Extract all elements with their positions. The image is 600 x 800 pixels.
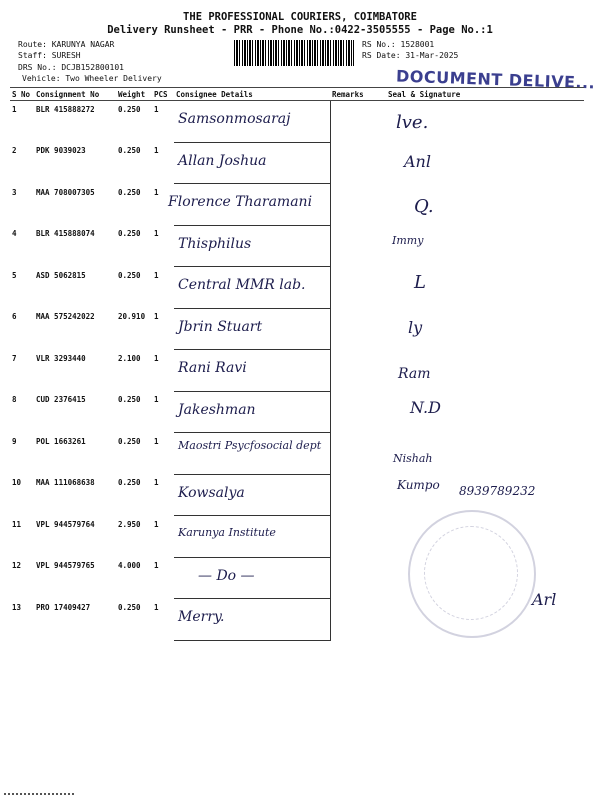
row-consignment: POL 1663261 — [36, 436, 86, 446]
row-remarks — [330, 516, 386, 558]
row-consignment: CUD 2376415 — [36, 395, 86, 404]
vehicle-label: Vehicle: Two Wheeler Delivery — [22, 74, 162, 83]
row-sno: 12 — [12, 561, 22, 570]
row-consignee: Samsonmosaraj — [178, 111, 291, 127]
row-consignee: Rani Ravi — [178, 360, 247, 376]
table-header-row — [10, 88, 584, 101]
institute-seal-stamp — [408, 510, 536, 638]
row-consignee: Thisphilus — [178, 235, 252, 252]
row-remarks — [330, 599, 386, 641]
row-weight: 0.250 — [118, 395, 141, 404]
signature: Ram — [398, 366, 431, 382]
row-consignee: Jakeshman — [178, 401, 256, 418]
row-remarks — [330, 474, 386, 516]
row-consignee-cell — [174, 557, 330, 599]
row-sno: 1 — [12, 105, 17, 114]
drs-number: DRS No.: DCJB152800101 — [18, 63, 124, 72]
row-consignment: MAA 111068638 — [36, 478, 95, 487]
row-sno: 11 — [12, 519, 22, 529]
row-consignment: BLR 415888272 — [36, 105, 95, 114]
table-row — [10, 308, 584, 350]
row-consignee-cell — [174, 267, 330, 309]
signature: Immy — [392, 234, 424, 247]
row-sno: 8 — [12, 395, 17, 404]
row-remarks — [330, 267, 386, 309]
row-consignee-cell — [168, 184, 330, 226]
rs-number: RS No.: 1528001 — [362, 40, 435, 49]
row-weight: 0.250 — [118, 478, 141, 487]
row-sno: 6 — [12, 312, 17, 321]
handwritten-phone-note: 8939789232 — [459, 484, 536, 498]
row-weight: 0.250 — [118, 146, 141, 155]
row-weight: 0.250 — [118, 229, 141, 238]
company-title: THE PROFESSIONAL COURIERS, COIMBATORE — [183, 11, 417, 23]
row-pcs: 1 — [154, 436, 159, 446]
row-pcs: 1 — [154, 146, 159, 155]
row-consignee-cell — [174, 101, 330, 143]
row-consignee: Karunya Institute — [178, 526, 276, 539]
row-sno: 7 — [12, 353, 17, 363]
row-consignment: PDK 9039023 — [36, 146, 86, 155]
row-weight: 0.250 — [118, 187, 141, 197]
signature: Q. — [414, 196, 434, 217]
row-consignee: Central MMR lab. — [178, 277, 306, 293]
row-consignee-cell — [174, 350, 330, 392]
col-remarks: Remarks — [330, 88, 386, 101]
seal-inner-ring — [424, 526, 518, 620]
row-consignee-cell — [174, 142, 330, 184]
row-consignment: VPL 944579764 — [36, 519, 95, 529]
row-consignee: Maostri Psycfosocial dept — [178, 439, 322, 452]
col-pcs: PCS — [152, 88, 174, 101]
row-pcs: 1 — [154, 561, 159, 570]
row-weight: 0.250 — [118, 105, 141, 114]
signature: Kumpo — [397, 478, 440, 492]
staff-label: Staff: SURESH — [18, 51, 81, 60]
row-sno: 9 — [12, 436, 17, 446]
row-consignee: Allan Joshua — [178, 152, 267, 169]
row-weight: 2.950 — [118, 519, 141, 529]
table-row — [10, 350, 584, 392]
row-pcs: 1 — [154, 187, 159, 197]
signature: Nishah — [393, 452, 433, 465]
row-sno: 4 — [12, 229, 17, 238]
col-seal-signature: Seal & Signature — [386, 88, 584, 101]
signature: N.D — [410, 398, 441, 417]
row-consignee-cell — [174, 225, 330, 267]
signature: ly — [408, 318, 423, 337]
row-consignment: VLR 3293440 — [36, 353, 86, 363]
row-consignment: BLR 415888074 — [36, 229, 95, 238]
row-pcs: 1 — [154, 270, 159, 280]
row-pcs: 1 — [154, 353, 159, 363]
row-consignee: Florence Tharamani — [168, 194, 313, 210]
row-consignee-cell — [174, 308, 330, 350]
table-row — [10, 142, 584, 184]
row-pcs: 1 — [154, 519, 159, 529]
row-pcs: 1 — [154, 602, 159, 612]
table-row — [10, 433, 584, 475]
row-remarks — [330, 142, 386, 184]
row-sno: 10 — [12, 478, 22, 487]
row-consignee: Merry. — [178, 609, 225, 625]
row-remarks — [330, 225, 386, 267]
row-consignee-cell — [174, 599, 330, 641]
row-remarks — [330, 391, 386, 433]
row-pcs: 1 — [154, 229, 159, 238]
document-delivered-stamp: DOCUMENT DELIVE... — [395, 66, 596, 93]
row-sno: 13 — [12, 602, 22, 612]
signature: Arl — [532, 590, 557, 609]
row-consignee-cell — [174, 391, 330, 433]
row-pcs: 1 — [154, 395, 159, 404]
row-remarks — [330, 557, 386, 599]
row-remarks — [330, 308, 386, 350]
row-weight: 4.000 — [118, 561, 141, 570]
row-remarks — [330, 433, 386, 475]
row-consignee: Jbrin Stuart — [178, 318, 263, 335]
signature: L — [414, 272, 426, 293]
row-consignment: MAA 708007305 — [36, 187, 95, 197]
runsheet-subtitle: Delivery Runsheet - PRR - Phone No.:0422-3505555 - Page No.:1 — [107, 24, 493, 36]
row-weight: 2.100 — [118, 353, 141, 363]
row-weight: 0.250 — [118, 270, 141, 280]
row-consignment: VPL 944579765 — [36, 561, 95, 570]
table-row — [10, 267, 584, 309]
table-row — [10, 225, 584, 267]
row-consignee-cell — [174, 433, 330, 475]
footer-mark — [4, 793, 74, 798]
row-remarks — [330, 101, 386, 143]
row-consignee-cell — [174, 474, 330, 516]
rs-date: RS Date: 31-Mar-2025 — [362, 51, 459, 60]
table-row — [10, 391, 584, 433]
row-pcs: 1 — [154, 478, 159, 487]
col-sno: S No — [10, 88, 34, 101]
row-remarks — [330, 350, 386, 392]
row-consignee-cell — [174, 516, 330, 558]
row-sno: 3 — [12, 187, 17, 197]
col-weight: Weight — [116, 88, 152, 101]
row-pcs: 1 — [154, 105, 159, 114]
row-pcs: 1 — [154, 312, 159, 321]
table-row — [10, 184, 584, 226]
row-weight: 0.250 — [118, 602, 141, 612]
row-weight: 0.250 — [118, 436, 141, 446]
col-consignment: Consignment No — [34, 88, 116, 101]
row-consignment: ASD 5062815 — [36, 270, 86, 280]
col-consignee: Consignee Details — [174, 88, 330, 101]
signature: Anl — [404, 152, 431, 171]
route-label: Route: KARUNYA NAGAR — [18, 40, 115, 49]
barcode-icon — [234, 40, 354, 66]
row-consignment: PRO 17409427 — [36, 602, 91, 612]
signature: lve. — [396, 112, 429, 133]
row-remarks — [330, 184, 386, 226]
row-sno: 2 — [12, 146, 17, 155]
row-sno: 5 — [12, 270, 17, 280]
row-consignee: Kowsalya — [178, 484, 245, 501]
row-weight: 20.910 — [118, 312, 146, 321]
row-consignee: — Do — — [198, 567, 255, 584]
row-consignment: MAA 575242022 — [36, 312, 95, 321]
table-row — [10, 101, 584, 143]
